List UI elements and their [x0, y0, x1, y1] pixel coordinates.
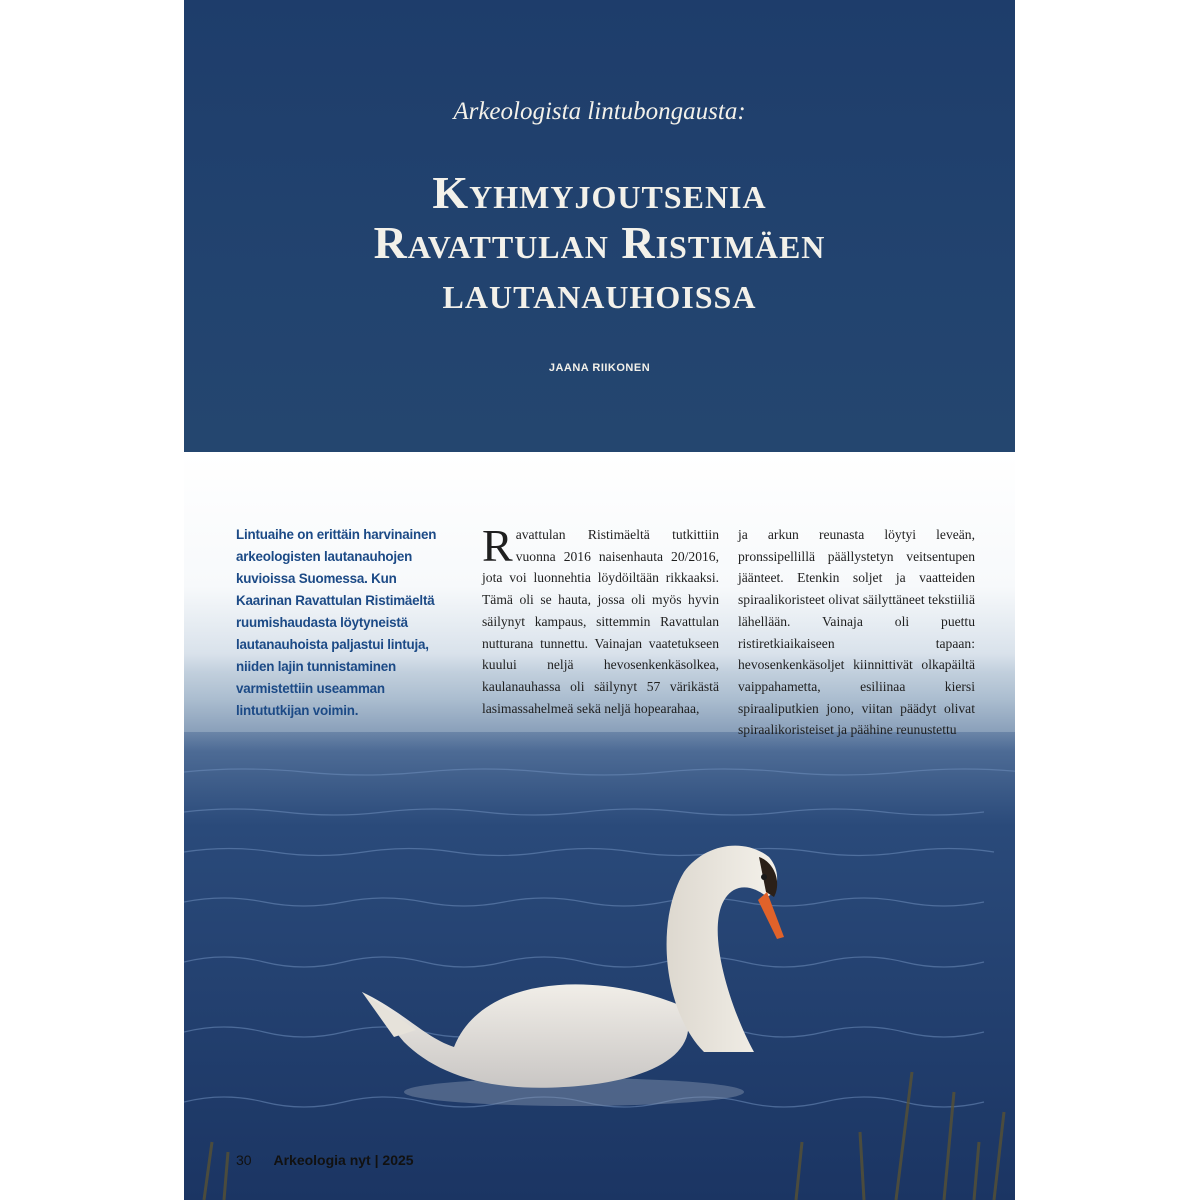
body-column-1 [482, 520, 719, 719]
title-line-3: lautanauhoissa [442, 267, 757, 318]
magazine-name: Arkeologia nyt | 2025 [273, 1152, 414, 1168]
page-number: 30 [236, 1152, 252, 1168]
lead-paragraph: Lintuaihe on erittäin harvinainen arkeologisten lautanauhojen kuvioissa Suomessa. Kun Kaarinan Ravattulan Ristimäeltä ruumishaudasta löytyneistä lautanauhoista paljastui lintuja, niiden lajin tunnistaminen varmistettiin useamman lintututkijan voimin. [236, 527, 437, 718]
title-line-2: Ravattulan Ristimäen [373, 217, 826, 268]
drop-cap: R [482, 520, 513, 571]
article-title [184, 168, 1015, 318]
article-author: JAANA RIIKONEN [548, 362, 651, 374]
body-column-1-text: avattulan Ristimäeltä tutkittiin vuonna 2016 naisenhauta 20/2016, jota voi luonnehtia löydöiltään rikkaaksi. Tämä oli se hauta, jossa oli myös hyvin säilynyt kampaus, sittemmin Ravattulan nutturana tunnettu. Vainajan vaatetukseen kuului neljä hevosenkenkäsolkea, kaulanauhassa oli säilynyt 57 värikästä lasimassahelmeä sekä neljä hopearahaa, [482, 527, 719, 716]
body-column-2: ja arkun reunasta löytyi leveän, pronssipellillä päällystetyn veitsentupen jäänteet. Etenkin soljet ja vaatteiden spiraalikoristeet olivat säilyttäneet tekstiiliä lähellään. Vainaja oli puettu ristiretkiaikaiseen tapaan: hevosenkenkäsoljet kiinnittivät olkapäiltä vaippahametta, esiliinaa kiersi spiraaliputkien jono, viitan päädyt olivat spiraalikoristeiset ja päähine reunustettu [738, 527, 975, 738]
title-line-1: Kyhmyjoutsenia [432, 167, 767, 218]
title-banner [184, 0, 1015, 452]
article-kicker: Arkeologista lintubongausta: [453, 98, 746, 125]
page-footer [236, 1152, 414, 1168]
magazine-page [184, 0, 1015, 1200]
